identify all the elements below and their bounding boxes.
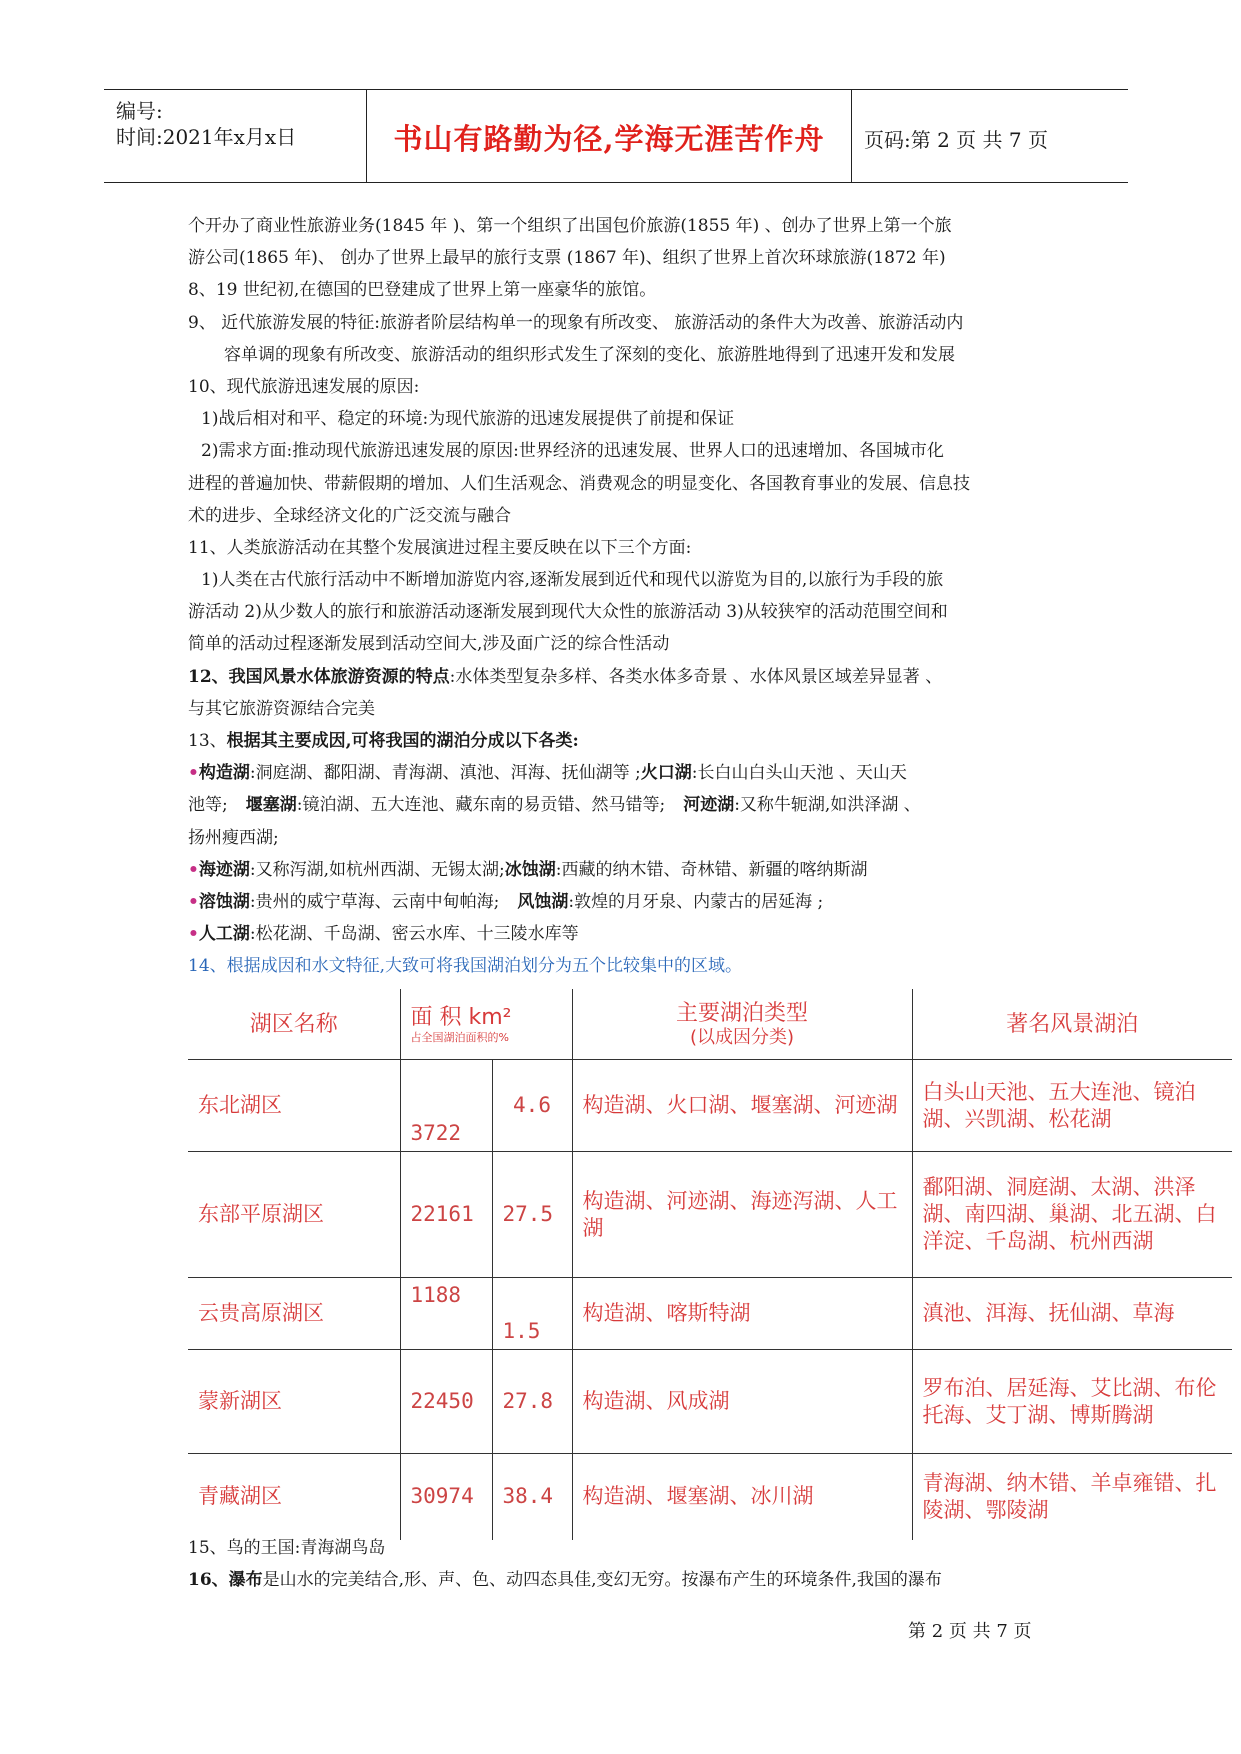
page-footer: 第 2 页 共 7 页 [908, 1621, 1032, 1642]
column-header: 湖区名称 [188, 989, 400, 1060]
lake-type-term: 堰塞湖 [245, 795, 297, 816]
text-line: 8、19 世纪初,在德国的巴登建成了世界上第一座豪华的旅馆。 [188, 280, 657, 301]
text-line [188, 886, 1048, 918]
text-span: :镜泊湖、五大连池、藏东南的易贡错、然马错等; [296, 795, 666, 816]
types-cell: 构造湖、河迹湖、海迹泻湖、人工湖 [572, 1152, 912, 1278]
text-line: 与其它旅游资源结合完美 [188, 698, 375, 719]
text-span: :长白山白头山天池 、天山天 [691, 763, 907, 784]
text-line: 扬州瘦西湖; [188, 827, 279, 848]
text-line [188, 918, 1048, 950]
types-cell: 构造湖、火口湖、堰塞湖、河迹湖 [572, 1060, 912, 1152]
text-span: 池等; [188, 795, 228, 816]
region-cell: 东北湖区 [188, 1060, 400, 1152]
header-page-cell [850, 90, 1128, 182]
lake-type-term: 风蚀湖 [517, 891, 569, 912]
lake-type-term: 河迹湖 [683, 795, 735, 816]
text-line: 简单的活动过程逐渐发展到活动空间大,涉及面广泛的综合性活动 [188, 634, 670, 655]
section-heading: 16、瀑布 [188, 1570, 263, 1591]
column-header-types: 主要湖泊类型 [676, 1000, 809, 1026]
area-cell: 3722 [400, 1060, 492, 1152]
types-cell: 构造湖、堰塞湖、冰川湖 [572, 1454, 912, 1540]
bullet-icon: • [188, 859, 199, 880]
area-cell: 1188 [400, 1278, 492, 1350]
lake-type-term: 海迹湖 [198, 859, 250, 880]
pct-cell: 27.8 [492, 1350, 572, 1454]
page-header [104, 89, 1128, 183]
text-line: 15、鸟的王国:青海湖鸟岛 [188, 1538, 386, 1558]
lakes-cell: 滇池、洱海、抚仙湖、草海 [912, 1278, 1232, 1350]
lakes-cell: 青海湖、纳木错、羊卓雍错、扎陵湖、鄂陵湖 [912, 1454, 1232, 1540]
lakes-cell: 罗布泊、居延海、艾比湖、布伦托海、艾丁湖、博斯腾湖 [912, 1350, 1232, 1454]
document-body-continued [188, 1532, 1048, 1596]
lake-region-table [188, 989, 1232, 1540]
text-line [188, 789, 1048, 821]
text-line [188, 854, 1048, 886]
text-span: :贵州的威宁草海、云南中甸帕海; [249, 891, 500, 912]
text-line: 11、人类旅游活动在其整个发展演进过程主要反映在以下三个方面: [188, 537, 692, 558]
text-span: :西藏的纳木错、奇林错、新疆的喀纳斯湖 [555, 859, 868, 880]
text-line: 游公司(1865 年)、 创办了世界上最早的旅行支票 (1867 年)、组织了世界上首次环球旅游(1872 年) [188, 248, 946, 269]
region-cell: 东部平原湖区 [188, 1152, 400, 1278]
text-line [188, 725, 1048, 757]
bullet-icon: • [188, 924, 199, 945]
header-motto-cell [366, 90, 852, 182]
region-cell: 蒙新湖区 [188, 1350, 400, 1454]
table-row [188, 1350, 1232, 1454]
header-meta [104, 90, 366, 182]
table-header-row [188, 989, 1232, 1060]
lake-type-term: 构造湖 [198, 763, 250, 784]
table-row [188, 1278, 1232, 1350]
text-line: 进程的普遍加快、带薪假期的增加、人们生活观念、消费观念的明显变化、各国教育事业的发展、信息技 [188, 473, 970, 494]
text-span: :水体类型复杂多样、各类水体多奇景 、水体风景区域差异显著 、 [449, 666, 943, 687]
region-cell: 青藏湖区 [188, 1454, 400, 1540]
column-header-sub: (以成因分类) [689, 1026, 795, 1048]
area-cell: 30974 [400, 1454, 492, 1540]
time-label: 时间:2021年x月x日 [116, 125, 297, 149]
region-cell: 云贵高原湖区 [188, 1278, 400, 1350]
section-heading: 根据其主要成因,可将我国的湖泊分成以下各类: [226, 731, 579, 751]
text-line: 10、现代旅游迅速发展的原因: [188, 376, 420, 397]
pct-cell: 1.5 [492, 1278, 572, 1350]
text-line [188, 661, 1048, 693]
column-header [572, 989, 912, 1060]
table-row [188, 1454, 1232, 1540]
text-line: 2)需求方面:推动现代旅游迅速发展的原因:世界经济的迅速发展、世界人口的迅速增加、各国城市化 [201, 441, 944, 462]
text-line [188, 1564, 1048, 1596]
column-header-area: 面 积 km² [410, 1004, 512, 1030]
motto: 书山有路勤为径,学海无涯苦作舟 [393, 122, 825, 156]
pct-cell: 38.4 [492, 1454, 572, 1540]
bullet-icon: • [188, 891, 199, 912]
lake-type-term: 溶蚀湖 [198, 891, 250, 912]
column-header-sub: 占全国湖泊面积的% [410, 1030, 509, 1044]
bullet-icon: • [188, 763, 199, 784]
lake-type-term: 冰蚀湖 [504, 859, 556, 880]
table-row [188, 1060, 1232, 1152]
text-line: 1)人类在古代旅行活动中不断增加游览内容,逐渐发展到近代和现代以游览为目的,以旅行为手段的旅 [201, 570, 944, 591]
document-body [188, 210, 1048, 983]
column-header: 著名风景湖泊 [912, 989, 1232, 1060]
text-line: 术的进步、全球经济文化的广泛交流与融合 [188, 505, 511, 526]
text-line: 游活动 2)从少数人的旅行和旅游活动逐渐发展到现代大众性的旅游活动 3)从较狭窄的活动范围空间和 [188, 602, 948, 623]
text-line: 9、 近代旅游发展的特征:旅游者阶层结构单一的现象有所改变、 旅游活动的条件大为改善、旅游活动内 [188, 312, 964, 333]
text-span: :敦煌的月牙泉、内蒙古的居延海 ; [568, 891, 824, 912]
lake-type-term: 火口湖 [640, 763, 692, 784]
types-cell: 构造湖、风成湖 [572, 1350, 912, 1454]
text-span: :又称牛轭湖,如洪泽湖 、 [734, 795, 921, 816]
lakes-cell: 白头山天池、五大连池、镜泊湖、兴凯湖、松花湖 [912, 1060, 1232, 1152]
text-line: 1)战后相对和平、稳定的环境:为现代旅游的迅速发展提供了前提和保证 [201, 409, 735, 430]
page-number-label: 页码:第 2 页 共 7 页 [864, 128, 1048, 152]
text-span: 13、 [188, 731, 227, 751]
text-line [188, 757, 1048, 789]
area-cell: 22161 [400, 1152, 492, 1278]
pct-cell: 4.6 [492, 1060, 572, 1152]
types-cell: 构造湖、喀斯特湖 [572, 1278, 912, 1350]
text-line: 容单调的现象有所改变、旅游活动的组织形式发生了深刻的变化、旅游胜地得到了迅速开发和发展 [224, 344, 955, 365]
lakes-cell: 鄱阳湖、洞庭湖、太湖、洪泽湖、南四湖、巢湖、北五湖、白洋淀、千岛湖、杭州西湖 [912, 1152, 1232, 1278]
text-line: 个开办了商业性旅游业务(1845 年 )、第一个组织了出国包价旅游(1855 年) 、创办了世界上第一个旅 [188, 216, 952, 236]
text-span: :洞庭湖、鄱阳湖、青海湖、滇池、洱海、抚仙湖等 ; [249, 763, 641, 784]
text-span: :又称泻湖,如杭州西湖、无锡太湖; [249, 859, 505, 880]
text-span: :松花湖、千岛湖、密云水库、十三陵水库等 [249, 924, 579, 945]
lake-type-term: 人工湖 [198, 924, 250, 945]
text-line: 14、根据成因和水文特征,大致可将我国湖泊划分为五个比较集中的区域。 [188, 956, 743, 977]
pct-cell: 27.5 [492, 1152, 572, 1278]
table-row [188, 1152, 1232, 1278]
area-cell: 22450 [400, 1350, 492, 1454]
text-span: 是山水的完美结合,形、声、色、动四态具佳,变幻无穷。按瀑布产生的环境条件,我国的瀑布 [262, 1570, 942, 1591]
column-header [400, 989, 572, 1060]
section-heading: 12、我国风景水体旅游资源的特点 [188, 666, 450, 687]
serial-label: 编号: [116, 99, 163, 123]
